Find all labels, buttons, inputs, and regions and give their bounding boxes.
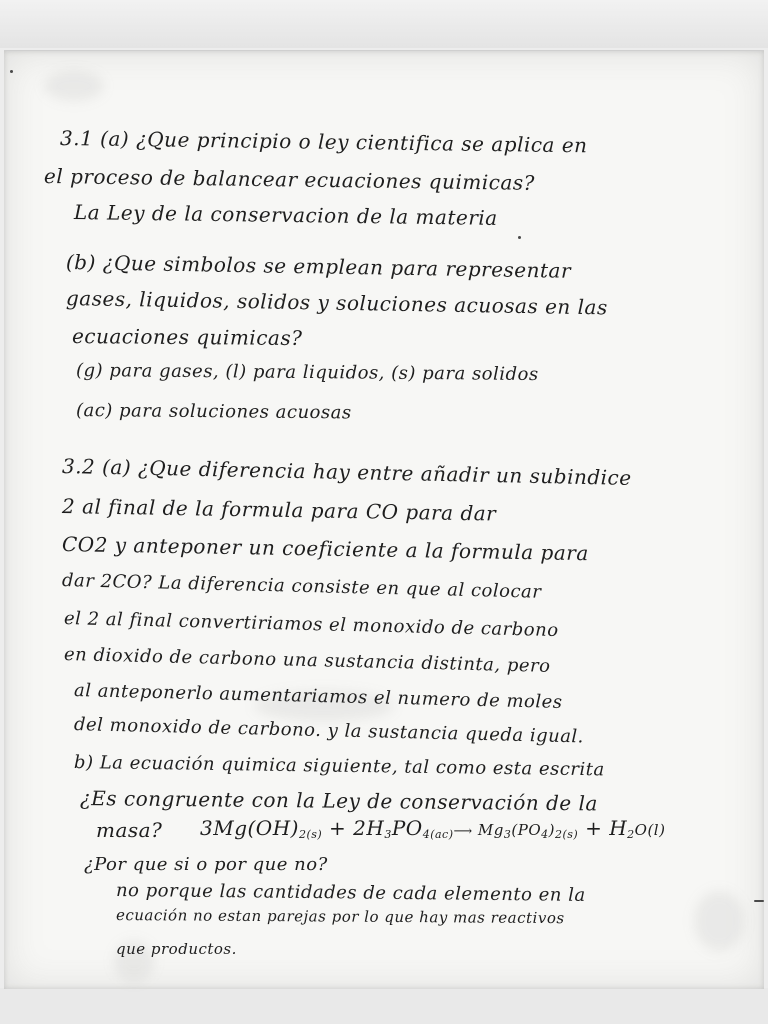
equation-product-2-part: O(l) [634, 821, 666, 839]
chemical-equation [200, 818, 665, 840]
speck-mark [754, 900, 764, 902]
reaction-arrow-icon: ⟶ [453, 824, 473, 839]
text-line-3-2b-question-cont: ¿Es congruente con la Ley de conservación de la [79, 786, 598, 816]
paper-smudge [44, 71, 104, 101]
scan-top-border [0, 0, 768, 48]
equation-reactant-2-part: PO [391, 816, 423, 840]
equation-state: (ac) [430, 828, 454, 841]
text-line-3-2b-answer: no porque las cantidades de cada elemento en la [115, 880, 586, 906]
text-line-3-1b-answer-cont: (ac) para soluciones acuosas [75, 400, 352, 424]
equation-product-2: + H [578, 816, 628, 840]
text-line-3-2b-answer-cont: ecuación no estan parejas por lo que hay mas reactivos [115, 906, 565, 928]
text-line-3-2a-answer-cont: el 2 al final convertiriamos el monoxido de carbono [63, 608, 559, 642]
text-line-3-1b-question-cont: gases, liquidos, solidos y soluciones acuosas en las [65, 286, 608, 320]
equation-subscript: 2(s) [298, 828, 323, 841]
equation-subscript: 2(s) [554, 828, 579, 841]
text-line-3-1a-question: 3.1 (a) ¿Que principio o ley cientifica se aplica en [59, 126, 588, 158]
text-line-3-2a-answer-end: del monoxido de carbono. y la sustancia queda igual. [73, 714, 585, 748]
text-line-3-2a-answer: dar 2CO? La diferencia consiste en que al colocar [61, 570, 542, 603]
equation-subscript: 3 [384, 828, 392, 841]
text-line-porque-question: ¿Por que si o por que no? [84, 854, 328, 875]
text-line-3-2a-answer-cont3: al anteponerlo aumentariamos el numero de moles [73, 680, 563, 713]
text-line-3-2a-question-cont2: CO2 y anteponer un coeficiente a la formula para [61, 532, 589, 566]
equation-product-1-part: (PO [511, 821, 542, 839]
scan-bottom-border [0, 988, 768, 1024]
text-line-3-2a-answer-cont2: en dioxido de carbono una sustancia distinta, pero [63, 644, 551, 677]
text-line-3-2a-question-cont: 2 al final de la formula para CO para dar [61, 494, 497, 526]
text-line-masa-label: masa? [96, 818, 163, 842]
text-line-3-2b-question: b) La ecuación quimica siguiente, tal como esta escrita [73, 752, 605, 781]
equation-product-1: Mg [472, 821, 504, 839]
equation-subscript: 4 [541, 828, 549, 841]
speck-mark [10, 70, 13, 73]
text-line-3-1b-question-end: ecuaciones quimicas? [71, 324, 303, 351]
text-line-3-2a-question: 3.2 (a) ¿Que diferencia hay entre añadir un subindice [61, 454, 632, 490]
text-line-3-1b-answer: (g) para gases, (l) para liquidos, (s) para solidos [75, 360, 539, 386]
text-line-3-1a-answer: La Ley de la conservacion de la materia [73, 200, 498, 230]
equation-subscript: 3 [503, 828, 512, 841]
paper-smudge [694, 891, 744, 951]
text-line-3-2b-answer-end: que productos. [116, 940, 237, 958]
speck-mark [518, 236, 521, 239]
text-line-3-1a-question-cont: el proceso de balancear ecuaciones quimicas? [43, 164, 535, 195]
equation-reactant-2: + 2H [322, 816, 385, 840]
equation-product-1-close: ) [548, 821, 555, 839]
equation-subscript: 4 [422, 828, 431, 841]
equation-reactant-1: 3Mg(OH) [200, 816, 299, 840]
equation-subscript: 2 [627, 828, 635, 841]
text-line-3-1b-question: (b) ¿Que simbolos se emplean para representar [65, 250, 572, 283]
